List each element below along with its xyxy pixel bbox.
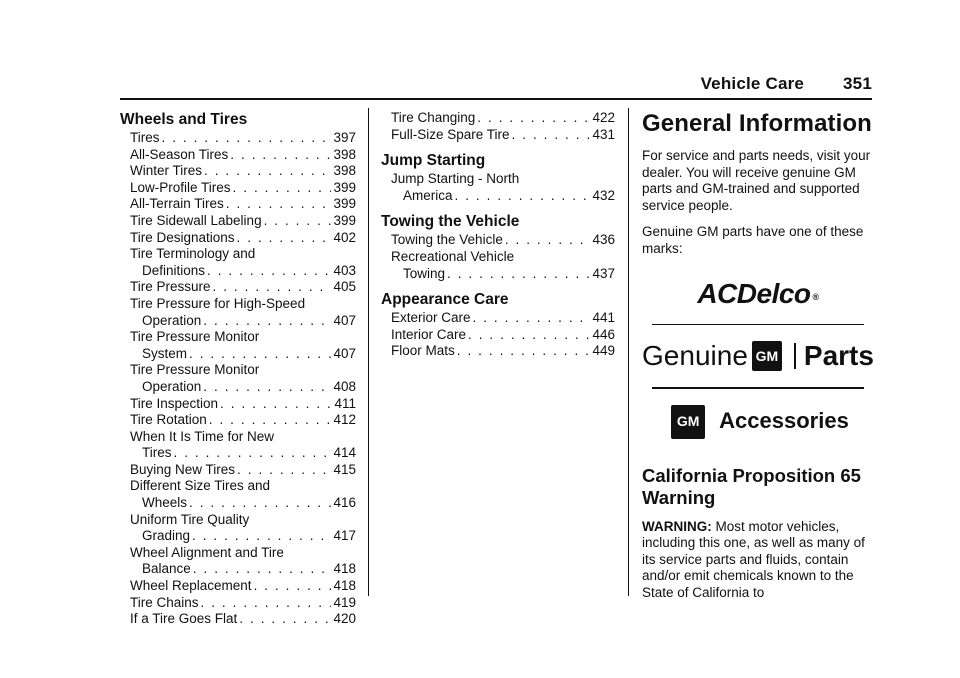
logo-divider <box>794 343 796 369</box>
dot-leader <box>455 188 591 205</box>
toc-page-number: 418 <box>333 578 356 594</box>
genuine-parts-paragraph: Genuine GM parts have one of these marks: <box>642 224 864 256</box>
toc-entry-title: Buying New Tires <box>130 461 236 477</box>
dot-leader <box>174 445 332 462</box>
gm-mark-icon: GM <box>752 341 782 371</box>
dot-leader <box>189 495 331 512</box>
toc-entry-title: Tire Designations <box>130 229 235 245</box>
page-number: 351 <box>843 74 872 93</box>
toc-page-number: 432 <box>592 187 615 203</box>
toc-page-number: 417 <box>333 528 356 544</box>
toc-entry-title: Tire Sidewall Labeling <box>130 212 262 228</box>
toc-entry-title: Tire Rotation <box>130 412 207 428</box>
toc-column-2 <box>381 110 615 360</box>
toc-entry-title: Tire Pressure <box>130 279 211 295</box>
dot-leader <box>220 396 332 413</box>
toc-entry-line: Jump Starting - North <box>391 171 520 187</box>
toc-entry[interactable] <box>120 196 356 213</box>
dot-leader <box>192 528 331 545</box>
acdelco-wordmark: ACDelco <box>697 278 811 310</box>
dot-leader <box>193 561 332 578</box>
toc-entry-line: Tire Pressure for High-Speed <box>130 295 306 311</box>
page-header <box>701 74 872 94</box>
toc-entry-line: Tire Pressure Monitor <box>130 362 260 378</box>
toc-entry[interactable] <box>381 232 615 249</box>
toc-page-number: 397 <box>333 130 356 145</box>
toc-entry-title: Operation <box>142 312 202 328</box>
toc-entry-title: Towing <box>403 265 446 281</box>
toc-entry[interactable] <box>120 561 356 578</box>
toc-entry[interactable] <box>381 188 615 205</box>
toc-entry[interactable] <box>120 495 356 512</box>
dot-leader <box>512 127 591 144</box>
toc-entry[interactable] <box>120 163 356 180</box>
toc-page-number: 411 <box>334 395 356 411</box>
california-prop65-heading: California Proposition 65 Warning <box>642 464 861 508</box>
dot-leader <box>239 611 331 628</box>
toc-entry-title: System <box>142 345 188 361</box>
toc-entry-title: Tire Chains <box>130 594 199 610</box>
toc-entry[interactable] <box>381 127 615 144</box>
toc-entry-title: America <box>403 187 453 203</box>
toc-page-number: 437 <box>592 265 615 281</box>
dot-leader <box>237 462 331 479</box>
toc-entry[interactable] <box>120 462 356 479</box>
toc-entry[interactable] <box>120 263 356 280</box>
toc-page-number: 408 <box>333 378 356 394</box>
dot-leader <box>264 213 332 230</box>
dot-leader <box>201 595 332 612</box>
page-title: Vehicle Care <box>700 74 805 93</box>
toc-entry[interactable] <box>381 343 615 360</box>
gm-accessories-logo <box>642 399 874 445</box>
toc-entry[interactable] <box>120 412 356 429</box>
toc-entry[interactable] <box>120 346 356 363</box>
dot-leader <box>203 379 331 396</box>
section-heading: Towing the Vehicle <box>381 213 520 231</box>
toc-entry[interactable] <box>381 310 615 327</box>
toc-list <box>381 110 615 143</box>
toc-entry-title: Tires <box>130 130 160 145</box>
toc-entry-title: Operation <box>142 378 202 394</box>
dot-leader <box>477 110 590 127</box>
toc-entry-line: Recreational Vehicle <box>391 248 515 264</box>
toc-entry-title: Interior Care <box>391 326 467 342</box>
toc-sections <box>381 151 615 360</box>
column-divider-1 <box>368 108 369 596</box>
dot-leader <box>505 232 591 249</box>
toc-page-number: 431 <box>592 126 615 142</box>
dot-leader <box>473 310 591 327</box>
warning-label: WARNING: <box>642 518 712 534</box>
toc-column-1 <box>120 110 356 628</box>
section-heading-wheels-and-tires: Wheels and Tires <box>120 111 248 128</box>
toc-entry-title: Tire Inspection <box>130 395 219 411</box>
toc-page-number: 436 <box>592 232 615 248</box>
toc-page-number: 399 <box>333 212 356 228</box>
toc-entry-line: Wheel Alignment and Tire <box>130 544 284 560</box>
toc-page-number: 399 <box>333 196 356 212</box>
toc-entry-line: Uniform Tire Quality <box>130 511 250 527</box>
toc-page-number: 407 <box>333 312 356 328</box>
dot-leader <box>237 230 332 247</box>
toc-entry-title: All-Season Tires <box>130 146 229 162</box>
toc-page-number: 422 <box>592 110 615 125</box>
toc-entry[interactable] <box>120 611 356 628</box>
dot-leader <box>162 130 332 147</box>
toc-entry-title: Tires <box>142 445 172 461</box>
toc-entry[interactable] <box>120 396 356 413</box>
toc-page-number: 403 <box>333 262 356 278</box>
toc-page-number: 420 <box>333 611 356 627</box>
toc-entry[interactable] <box>120 528 356 545</box>
toc-entry[interactable] <box>120 180 356 197</box>
toc-page-number: 419 <box>333 594 356 610</box>
toc-page-number: 405 <box>333 279 356 295</box>
toc-page-number: 399 <box>333 179 356 195</box>
toc-entry-title: Balance <box>142 561 191 577</box>
logo-separator <box>652 324 864 326</box>
toc-entry-title: Winter Tires <box>130 163 203 179</box>
toc-page-number: 416 <box>333 495 356 511</box>
genuine-word: Genuine <box>642 339 748 371</box>
toc-entry[interactable] <box>381 266 615 283</box>
toc-entry[interactable] <box>381 110 615 127</box>
dot-leader <box>230 147 331 164</box>
dot-leader <box>204 163 331 180</box>
toc-entry-title: Grading <box>142 528 191 544</box>
dot-leader <box>457 343 591 360</box>
toc-entry[interactable] <box>120 230 356 247</box>
logo-separator <box>652 387 864 389</box>
dot-leader <box>209 412 332 429</box>
toc-entry[interactable] <box>120 445 356 462</box>
toc-entry-title: If a Tire Goes Flat <box>130 611 238 627</box>
toc-entry[interactable] <box>120 313 356 330</box>
toc-entry-line: Tire Terminology and <box>130 246 256 262</box>
dot-leader <box>468 327 590 344</box>
toc-page-number: 446 <box>592 326 615 342</box>
toc-entry-title: Low-Profile Tires <box>130 179 231 195</box>
dot-leader <box>203 313 331 330</box>
column-divider-2 <box>628 108 629 596</box>
toc-page-number: 412 <box>333 412 356 428</box>
section-heading: Jump Starting <box>381 152 486 170</box>
toc-entry[interactable] <box>381 327 615 344</box>
header-rule <box>120 98 872 100</box>
warning-paragraph <box>642 519 874 602</box>
toc-entry[interactable] <box>120 147 356 164</box>
dot-leader <box>254 578 332 595</box>
toc-entry[interactable] <box>120 279 356 296</box>
section-heading: Appearance Care <box>381 291 509 309</box>
toc-entry-title: All-Terrain Tires <box>130 196 224 212</box>
acdelco-logo: ACDelco ® <box>697 278 819 310</box>
toc-page-number: 398 <box>333 146 356 162</box>
toc-entry-title: Wheel Replacement <box>130 578 252 594</box>
toc-list <box>120 130 356 628</box>
warning-text: Most motor vehicles, including this one, as well as many of its service parts and fluids, contain and/or emit chemicals known to the State of California to <box>642 518 865 600</box>
toc-entry[interactable] <box>120 379 356 396</box>
toc-entry-title: Definitions <box>142 262 206 278</box>
dot-leader <box>207 263 331 280</box>
dot-leader <box>189 346 331 363</box>
toc-entry-title: Floor Mats <box>391 343 455 359</box>
toc-page-number: 418 <box>333 561 356 577</box>
toc-page-number: 407 <box>333 345 356 361</box>
toc-page-number: 402 <box>333 229 356 245</box>
genuine-gm-parts-logo <box>642 335 874 377</box>
dot-leader <box>447 266 590 283</box>
dot-leader <box>226 196 332 213</box>
toc-page-number: 398 <box>333 163 356 179</box>
toc-page-number: 441 <box>592 310 615 326</box>
gm-mark-icon: GM <box>671 405 705 439</box>
toc-entry-line: When It Is Time for New <box>130 428 275 444</box>
toc-entry[interactable] <box>120 130 356 147</box>
toc-entry-title: Wheels <box>142 495 188 511</box>
general-information-heading: General Information <box>642 110 872 137</box>
toc-entry-title: Exterior Care <box>391 310 471 326</box>
toc-page-number: 449 <box>592 343 615 359</box>
service-parts-paragraph: For service and parts needs, visit your dealer. You will receive genuine GM parts and GM-trained and supported service people. <box>642 148 871 213</box>
parts-word: Parts <box>803 339 874 371</box>
dot-leader <box>233 180 332 197</box>
toc-entry[interactable] <box>120 213 356 230</box>
toc-entry-line: Tire Pressure Monitor <box>130 329 260 345</box>
toc-page-number: 415 <box>333 461 356 477</box>
toc-entry[interactable] <box>120 595 356 612</box>
toc-entry-title: Tire Changing <box>391 110 476 125</box>
dot-leader <box>213 279 332 296</box>
accessories-word: Accessories <box>719 408 849 434</box>
toc-entry-title: Towing the Vehicle <box>391 232 503 248</box>
toc-entry-title: Full-Size Spare Tire <box>391 126 510 142</box>
toc-page-number: 414 <box>333 445 356 461</box>
general-information-column <box>642 110 874 612</box>
toc-entry[interactable] <box>120 578 356 595</box>
toc-entry-line: Different Size Tires and <box>130 478 271 494</box>
